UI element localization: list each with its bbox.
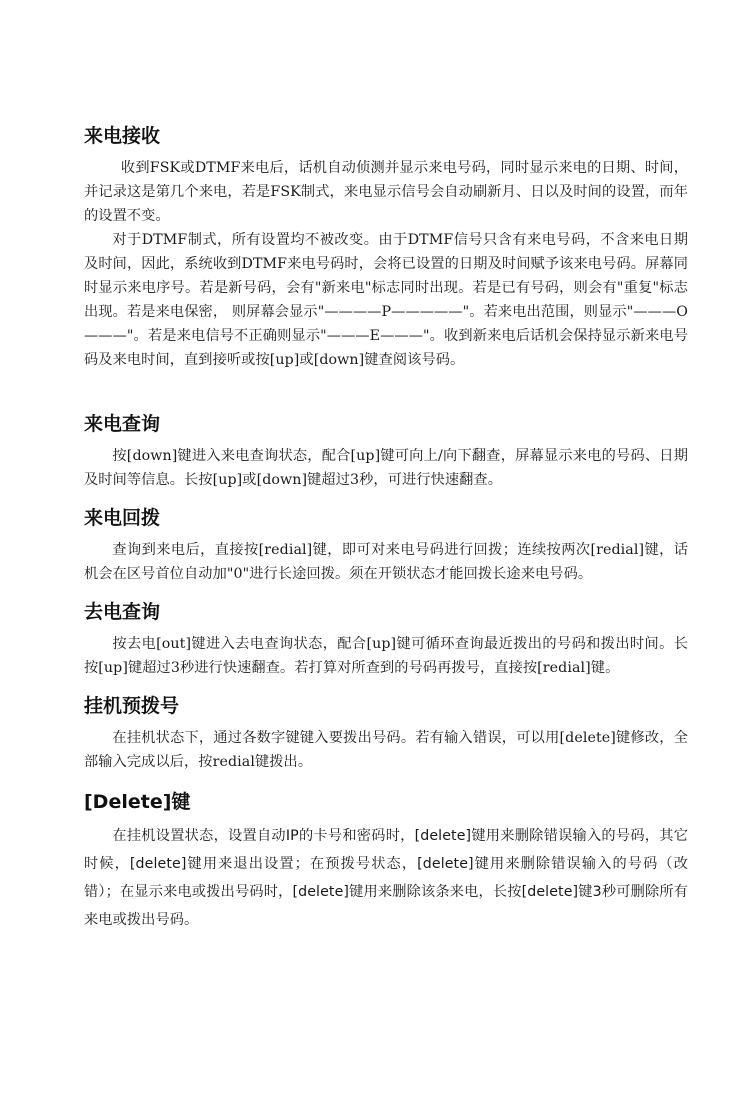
section-callback — [84, 504, 688, 586]
section-paragraph: 在挂机设置状态，设置自动IP的卡号和密码时，[delete]键用来删除错误输入的号码，其它时候，[delete]键用来退出设置；在预拨号状态，[delete]键用来删除错误输入的号码（改错）；在显示来电或拨出号码时，[delete]键用来删除该条来电，长按[delete]键3秒可删除所有来电或拨出号码。 — [84, 828, 688, 928]
section-delete-key — [84, 788, 688, 934]
section-heading: 来电回拨 — [84, 507, 161, 529]
section-heading: 来电接收 — [84, 125, 161, 147]
section-incoming-call-receive — [84, 122, 688, 372]
section-outgoing-call-query — [84, 598, 688, 680]
section-heading: 挂机预拨号 — [84, 695, 180, 717]
section-paragraph: 按去电[out]键进入去电查询状态，配合[up]键可循环查询最近拨出的号码和拨出时间。长按[up]键超过3秒进行快速翻查。若打算对所查到的号码再拨号，直接按[redial]键。 — [84, 636, 688, 676]
section-incoming-call-query — [84, 410, 688, 492]
section-heading: [Delete]键 — [84, 791, 191, 813]
manual-page — [84, 122, 688, 934]
section-heading: 来电查询 — [84, 413, 161, 435]
section-paragraph: 按[down]键进入来电查询状态，配合[up]键可向上/向下翻查，屏幕显示来电的号码、日期及时间等信息。长按[up]或[down]键超过3秒，可进行快速翻查。 — [84, 448, 688, 488]
section-paragraph: 收到FSK或DTMF来电后，话机自动侦测并显示来电号码，同时显示来电的日期、时间，并记录这是第几个来电，若是FSK制式，来电显示信号会自动刷新月、日以及时间的设置，而年的设置不变。 — [84, 160, 688, 224]
section-on-hook-predial — [84, 692, 688, 774]
section-heading: 去电查询 — [84, 601, 161, 623]
section-paragraph: 在挂机状态下，通过各数字键键入要拨出号码。若有输入错误，可以用[delete]键修改，全部输入完成以后，按redial键拨出。 — [84, 730, 688, 770]
section-paragraph: 对于DTMF制式，所有设置均不被改变。由于DTMF信号只含有来电号码，不含来电日期及时间，因此，系统收到DTMF来电号码时，会将已设置的日期及时间赋予该来电号码。屏幕同时显示来电序号。若是新号码，会有"新来电"标志同时出现。若是已有号码，则会有"重复"标志出现。若是来电保密， 则屏幕会显示"————P—————"。若来电出范围，则显示"———O———"。若是来电信号不正确则显示"———E———"。收到新来电后话机会保持显示新来电号码及来电时间，直到接听或按[up]或[down]键查阅该号码。 — [84, 232, 688, 368]
section-paragraph: 查询到来电后，直接按[redial]键，即可对来电号码进行回拨；连续按两次[redial]键，话机会在区号首位自动加"0"进行长途回拨。须在开锁状态才能回拨长途来电号码。 — [84, 542, 688, 582]
